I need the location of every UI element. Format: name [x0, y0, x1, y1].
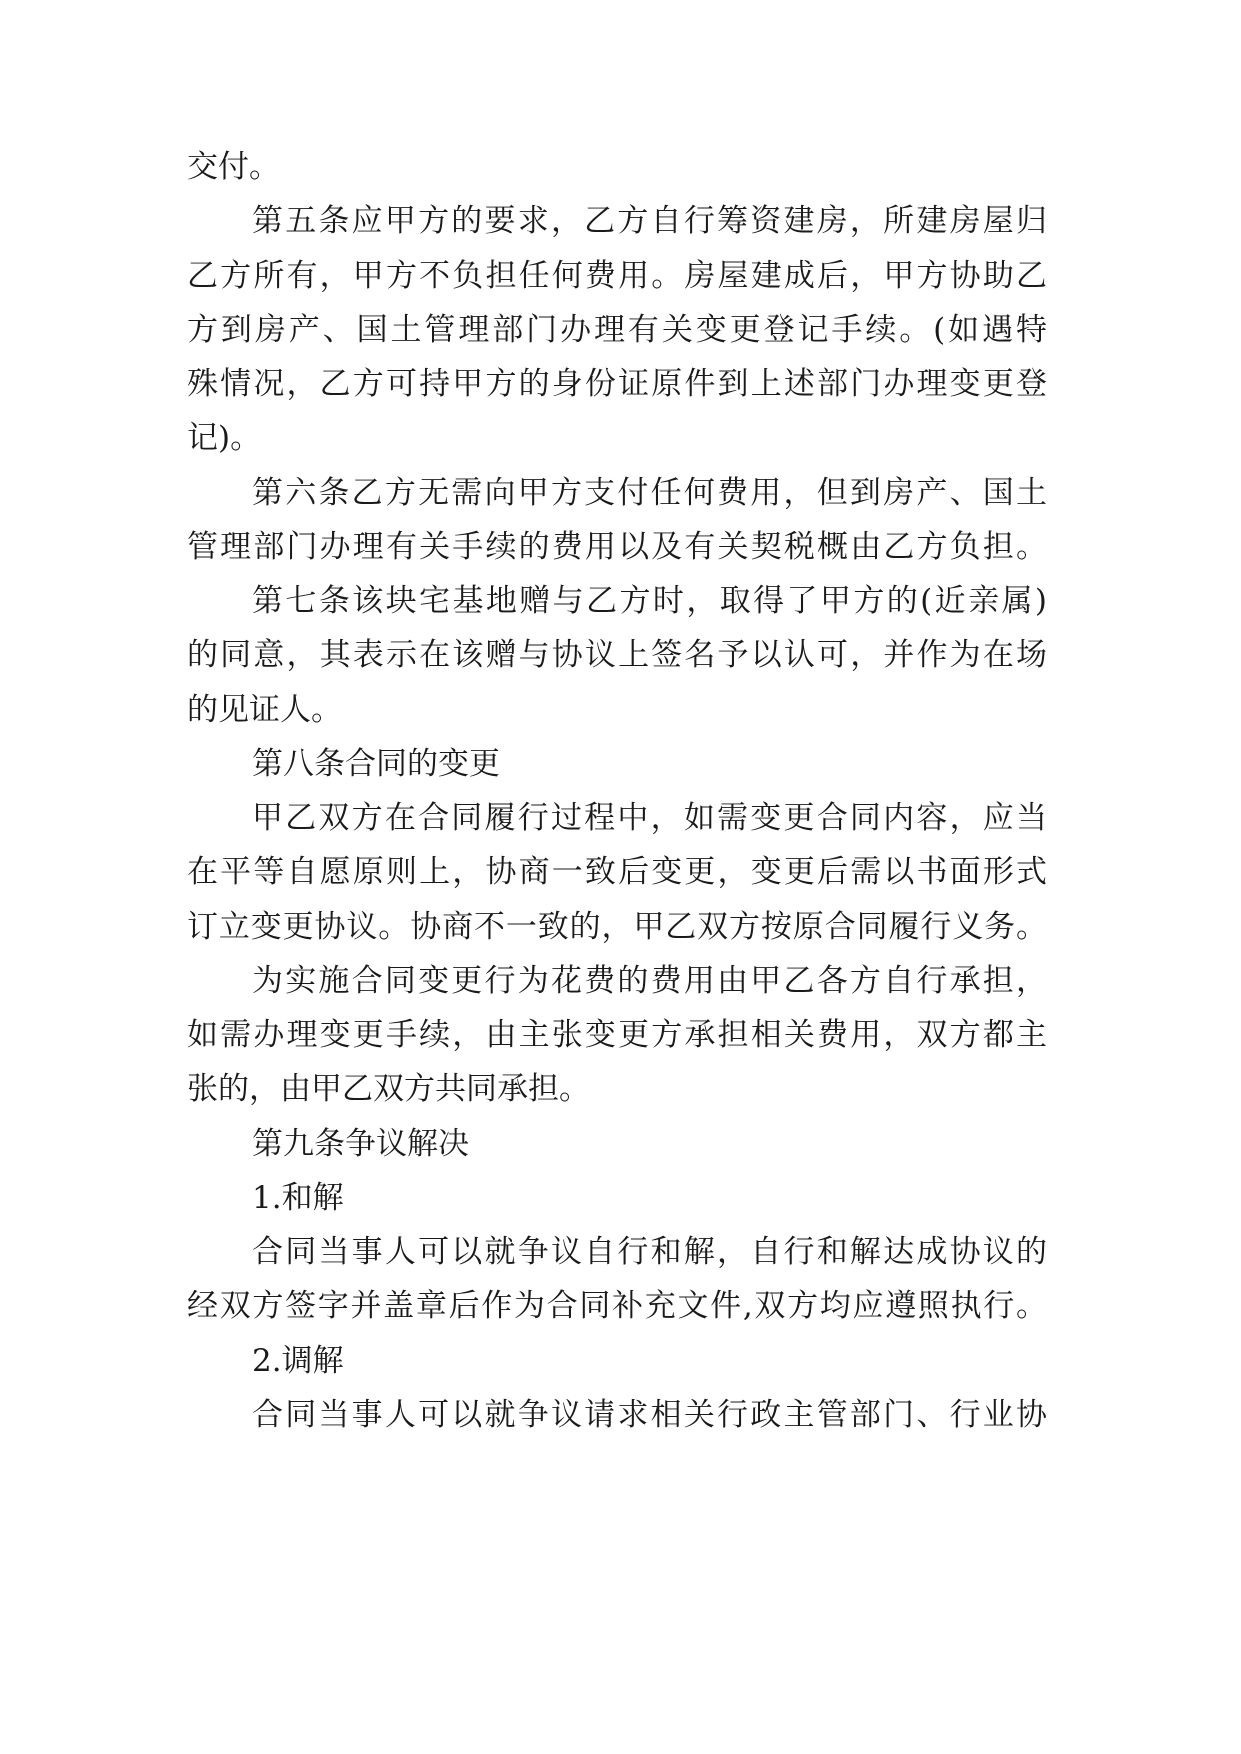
paragraph-line: 甲乙双方在合同履行过程中，如需变更合同内容，应当 — [252, 800, 1047, 836]
paragraph-line: 第五条应甲方的要求，乙方自行筹资建房，所建房屋归 — [252, 203, 1047, 239]
paragraph-line: 如需办理变更手续，由主张变更方承担相关费用，双方都主 — [187, 1017, 1047, 1053]
paragraph-line: 经双方签字并盖章后作为合同补充文件,双方均应遵照执行。 — [187, 1288, 1047, 1324]
paragraph-line: 交付。 — [187, 149, 280, 185]
paragraph-line: 记)。 — [187, 420, 262, 456]
paragraph-line: 订立变更协议。协商不一致的，甲乙双方按原合同履行义务。 — [187, 909, 1047, 945]
subsection-heading: 1.和解 — [252, 1180, 344, 1216]
paragraph-line: 方到房产、国土管理部门办理有关变更登记手续。(如遇特 — [187, 312, 1047, 348]
paragraph-line: 第六条乙方无需向甲方支付任何费用，但到房产、国土 — [252, 475, 1047, 511]
paragraph-line: 的同意，其表示在该赠与协议上签名予以认可，并作为在场 — [187, 637, 1047, 673]
paragraph-line: 乙方所有，甲方不负担任何费用。房屋建成后，甲方协助乙 — [187, 258, 1047, 294]
paragraph-line: 合同当事人可以就争议请求相关行政主管部门、行业协 — [252, 1397, 1047, 1433]
paragraph-line: 张的，由甲乙双方共同承担。 — [187, 1071, 590, 1107]
paragraph-line: 为实施合同变更行为花费的费用由甲乙各方自行承担， — [252, 963, 1047, 999]
paragraph-line: 管理部门办理有关手续的费用以及有关契税概由乙方负担。 — [187, 529, 1047, 565]
paragraph-line: 在平等自愿原则上，协商一致后变更，变更后需以书面形式 — [187, 854, 1047, 890]
section-heading: 第九条争议解决 — [252, 1126, 469, 1162]
subsection-heading: 2.调解 — [252, 1343, 344, 1379]
section-heading: 第八条合同的变更 — [252, 746, 500, 782]
paragraph-line: 第七条该块宅基地赠与乙方时，取得了甲方的(近亲属) — [252, 583, 1047, 619]
paragraph-line: 的见证人。 — [187, 692, 342, 728]
paragraph-line: 殊情况，乙方可持甲方的身份证原件到上述部门办理变更登 — [187, 366, 1047, 402]
paragraph-line: 合同当事人可以就争议自行和解，自行和解达成协议的 — [252, 1234, 1047, 1270]
